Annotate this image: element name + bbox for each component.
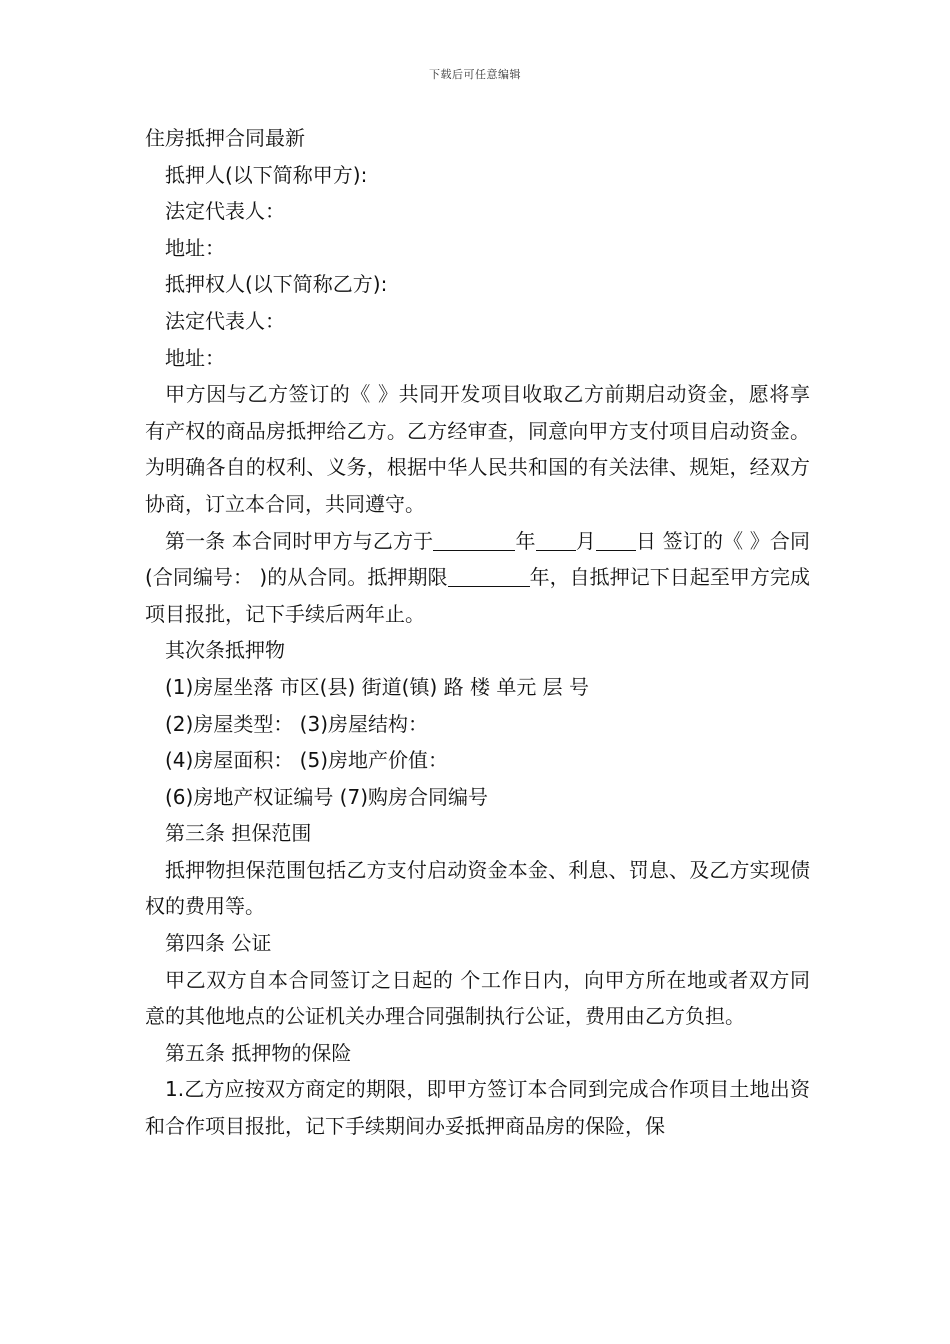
article-2-item: (6)房地产权证编号 (7)购房合同编号 xyxy=(165,784,489,809)
party-b-rep: 法定代表人： xyxy=(165,308,285,333)
article-1-text-4: 日 签订的《 》合同(合同编号： )的从合同。抵押期限 xyxy=(145,528,811,590)
article-2-item: (4)房屋面积： (5)房地产价值： xyxy=(165,748,449,773)
header-note: 下载后可任意编辑 xyxy=(429,68,521,81)
article-1-text-1: 第一条 本合同时甲方与乙方于 xyxy=(165,528,434,553)
blank-month xyxy=(536,530,576,551)
article-5-title: 第五条 抵押物的保险 xyxy=(165,1040,352,1065)
party-a-rep: 法定代表人： xyxy=(165,199,285,224)
article-1-text-3: 月 xyxy=(575,528,596,553)
article-1-text-2: 年 xyxy=(515,528,536,553)
article-2-title: 其次条抵押物 xyxy=(165,638,285,663)
article-2-item: (2)房屋类型： (3)房屋结构： xyxy=(165,711,429,736)
blank-day xyxy=(596,530,636,551)
article-5-body: 1.乙方应按双方商定的期限，即甲方签订本合同到完成合作项目土地出资和合作项目报批，记下手续期间办妥抵押商品房的保险，保 xyxy=(145,1077,810,1139)
intro-paragraph: 甲方因与乙方签订的《 》共同开发项目收取乙方前期启动资金，愿将享有产权的商品房抵押给乙方。乙方经审查，同意向甲方支付项目启动资金。为明确各自的权利、义务，根据中华人民共和国的有关法律、规矩，经双方协商，订立本合同，共同遵守。 xyxy=(145,382,810,516)
party-b-address: 地址： xyxy=(165,345,225,370)
article-1-paragraph xyxy=(145,523,810,633)
party-a-address: 地址： xyxy=(165,235,225,260)
article-2-item: (1)房屋坐落 市区(县) 街道(镇) 路 楼 单元 层 号 xyxy=(165,674,590,699)
article-3-title: 第三条 担保范围 xyxy=(165,821,312,846)
party-b-label: 抵押权人(以下简称乙方): xyxy=(165,272,388,297)
document-title: 住房抵押合同最新 xyxy=(145,126,305,150)
blank-term xyxy=(448,566,530,587)
article-1-text-5: 年，自抵押记下日起至甲方完成项目报批，记下手续后两年止。 xyxy=(145,565,810,626)
article-4-body: 甲乙双方自本合同签订之日起的 个工作日内，向甲方所在地或者双方同意的其他地点的公证机关办理合同强制执行公证，费用由乙方负担。 xyxy=(145,967,810,1029)
document-body xyxy=(145,120,810,1145)
party-a-label: 抵押人(以下简称甲方): xyxy=(165,162,368,187)
article-3-body: 抵押物担保范围包括乙方支付启动资金本金、利息、罚息、及乙方实现债权的费用等。 xyxy=(145,857,810,919)
article-4-title: 第四条 公证 xyxy=(165,931,272,956)
blank-year xyxy=(433,530,515,551)
